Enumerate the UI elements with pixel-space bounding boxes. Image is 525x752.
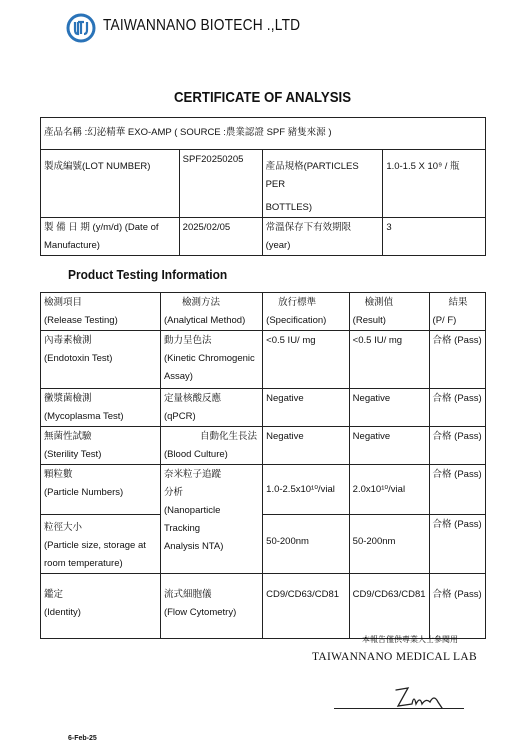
- company-name: TAIWANNANO BIOTECH .,LTD: [103, 17, 301, 34]
- header-spec: [263, 293, 350, 331]
- table-row: [41, 515, 486, 574]
- date-label-2: Manufacture): [44, 240, 100, 251]
- pass-value: 合格 (Pass): [432, 393, 482, 404]
- result-value: CD9/CD63/CD81: [352, 589, 426, 600]
- table-row: [41, 389, 486, 427]
- method-line: 定量核酸反應: [163, 393, 221, 404]
- row-item: [41, 515, 161, 574]
- method-line: (Blood Culture): [163, 449, 228, 460]
- spec-value: 1.0-2.5x10¹⁰/vial: [266, 484, 335, 495]
- item-zh: 無菌性試驗: [44, 431, 92, 442]
- row-method: [160, 331, 262, 389]
- lot-value: SPF20250205: [182, 154, 244, 165]
- row-method: [160, 465, 262, 574]
- method-line: (qPCR): [163, 411, 196, 422]
- header-pf-en: (P/ F): [432, 315, 457, 326]
- method-line: Analysis NTA): [163, 541, 224, 552]
- header-method-en: (Analytical Method): [163, 315, 246, 326]
- spec-value-cell: [383, 150, 486, 218]
- issue-date: 6-Feb-25: [68, 735, 97, 742]
- lot-label-cell: [41, 150, 180, 218]
- row-spec: [263, 427, 350, 465]
- pass-value: 合格 (Pass): [432, 469, 482, 480]
- row-pf: [429, 515, 485, 574]
- product-name-cell: [41, 118, 486, 150]
- table-row: [41, 331, 486, 389]
- section-title: Product Testing Information: [68, 267, 228, 282]
- result-value: 50-200nm: [352, 536, 396, 547]
- method-line: 動力呈色法: [163, 335, 212, 346]
- result-value: Negative: [352, 393, 391, 404]
- date-value-cell: [179, 218, 262, 256]
- item-en-2: room temperature): [44, 558, 123, 569]
- lot-label: 製成編號(LOT NUMBER): [44, 161, 151, 172]
- item-zh: 鑑定: [44, 589, 64, 600]
- spec-value: <0.5 IU/ mg: [266, 335, 316, 346]
- product-name: 產品名稱 :幻泌精華 EXO-AMP ( SOURCE :農業認證 SPF 豬隻來源 ): [44, 127, 332, 138]
- table-row: [41, 427, 486, 465]
- header-result-zh: 檢測值: [364, 297, 394, 308]
- row-method: [160, 389, 262, 427]
- item-zh: 內毒素檢測: [44, 335, 92, 346]
- row-item: [41, 389, 161, 427]
- method-line: 流式細胞儀: [163, 589, 212, 600]
- pass-value: 合格 (Pass): [432, 519, 482, 530]
- lot-value-cell: [179, 150, 262, 218]
- method-line: (Flow Cytometry): [163, 607, 237, 618]
- result-value: <0.5 IU/ mg: [352, 335, 403, 346]
- header-method: [160, 293, 262, 331]
- row-spec: [263, 515, 350, 574]
- row-pf: [429, 574, 485, 639]
- result-value: Negative: [352, 431, 391, 442]
- method-line: (Nanoparticle: [163, 505, 221, 516]
- header-spec-zh: 放行標準: [278, 297, 317, 308]
- spec-value: 1.0-1.5 X 10⁹ / 瓶: [386, 161, 460, 172]
- row-pf: [429, 389, 485, 427]
- signature-line: [334, 708, 464, 709]
- header-method-zh: 檢測方法: [181, 297, 220, 308]
- spec-value: Negative: [266, 393, 304, 404]
- row-item: [41, 574, 161, 639]
- row-item: [41, 465, 161, 515]
- spec-value: Negative: [266, 431, 304, 442]
- report-note: 本報告僅供專業人士參閱用: [362, 635, 458, 644]
- spec-label-2: BOTTLES): [265, 202, 313, 213]
- item-en: (Sterility Test): [44, 449, 102, 460]
- date-value: 2025/02/05: [182, 222, 231, 233]
- result-value: 2.0x10¹⁰/vial: [352, 484, 406, 495]
- lab-name: TAIWANNANO MEDICAL LAB: [312, 651, 477, 663]
- method-line: Assay): [163, 371, 193, 382]
- company-logo-icon: [66, 13, 96, 43]
- row-result: [349, 389, 429, 427]
- row-spec: [263, 574, 350, 639]
- header-pf-zh: 結果: [448, 297, 468, 308]
- item-en: (Mycoplasma Test): [44, 411, 124, 422]
- row-result: [349, 515, 429, 574]
- method-line: Tracking: [163, 523, 201, 534]
- row-method: [160, 427, 262, 465]
- header-item-en: (Release Testing): [44, 315, 118, 326]
- date-label-1: 製 備 日 期 (y/m/d) (Date of: [44, 222, 159, 233]
- row-result: [349, 427, 429, 465]
- header-item-zh: 檢測項目: [44, 297, 83, 308]
- header-result: [349, 293, 429, 331]
- row-pf: [429, 465, 485, 515]
- spec-label-cell: [262, 150, 383, 218]
- spec-value: CD9/CD63/CD81: [266, 589, 340, 600]
- header-pf: [429, 293, 485, 331]
- header-item: [41, 293, 161, 331]
- row-spec: [263, 331, 350, 389]
- method-line: 自動化生長法: [199, 431, 257, 442]
- row-result: [349, 465, 429, 515]
- row-result: [349, 331, 429, 389]
- pass-value: 合格 (Pass): [432, 431, 482, 442]
- shelf-value: 3: [386, 222, 392, 233]
- shelf-label-1: 常溫保存下有效期限: [265, 222, 352, 233]
- row-item: [41, 331, 161, 389]
- method-line: (Kinetic Chromogenic: [163, 353, 255, 364]
- item-zh: 黴漿菌檢測: [44, 393, 92, 404]
- shelf-label-cell: [262, 218, 383, 256]
- item-en: (Particle Numbers): [44, 487, 124, 498]
- date-label-cell: [41, 218, 180, 256]
- row-spec: [263, 389, 350, 427]
- pass-value: 合格 (Pass): [432, 335, 482, 346]
- testing-table: [40, 292, 486, 639]
- item-en: (Particle size, storage at: [44, 540, 146, 551]
- method-line: 奈米粒子追蹤: [163, 469, 221, 480]
- table-row: [41, 574, 486, 639]
- item-zh: 粒徑大小: [44, 522, 83, 533]
- shelf-value-cell: [383, 218, 486, 256]
- row-result: [349, 574, 429, 639]
- item-zh: 顆粒數: [44, 469, 73, 480]
- product-info-table: [40, 117, 486, 256]
- pass-value: 合格 (Pass): [432, 589, 482, 600]
- header-result-en: (Result): [352, 315, 386, 326]
- row-pf: [429, 427, 485, 465]
- row-spec: [263, 465, 350, 515]
- item-en: (Identity): [44, 607, 81, 618]
- shelf-label-2: (year): [265, 240, 291, 251]
- item-en: (Endotoxin Test): [44, 353, 113, 364]
- row-item: [41, 427, 161, 465]
- table-header-row: [41, 293, 486, 331]
- spec-value: 50-200nm: [266, 536, 309, 547]
- method-line: 分析: [163, 487, 183, 498]
- document-title: CERTIFICATE OF ANALYSIS: [174, 89, 351, 106]
- row-pf: [429, 331, 485, 389]
- row-method: [160, 574, 262, 639]
- table-row: [41, 465, 486, 515]
- header-spec-en: (Specification): [266, 315, 327, 326]
- spec-label-1: 產品規格(PARTICLES PER: [265, 161, 359, 190]
